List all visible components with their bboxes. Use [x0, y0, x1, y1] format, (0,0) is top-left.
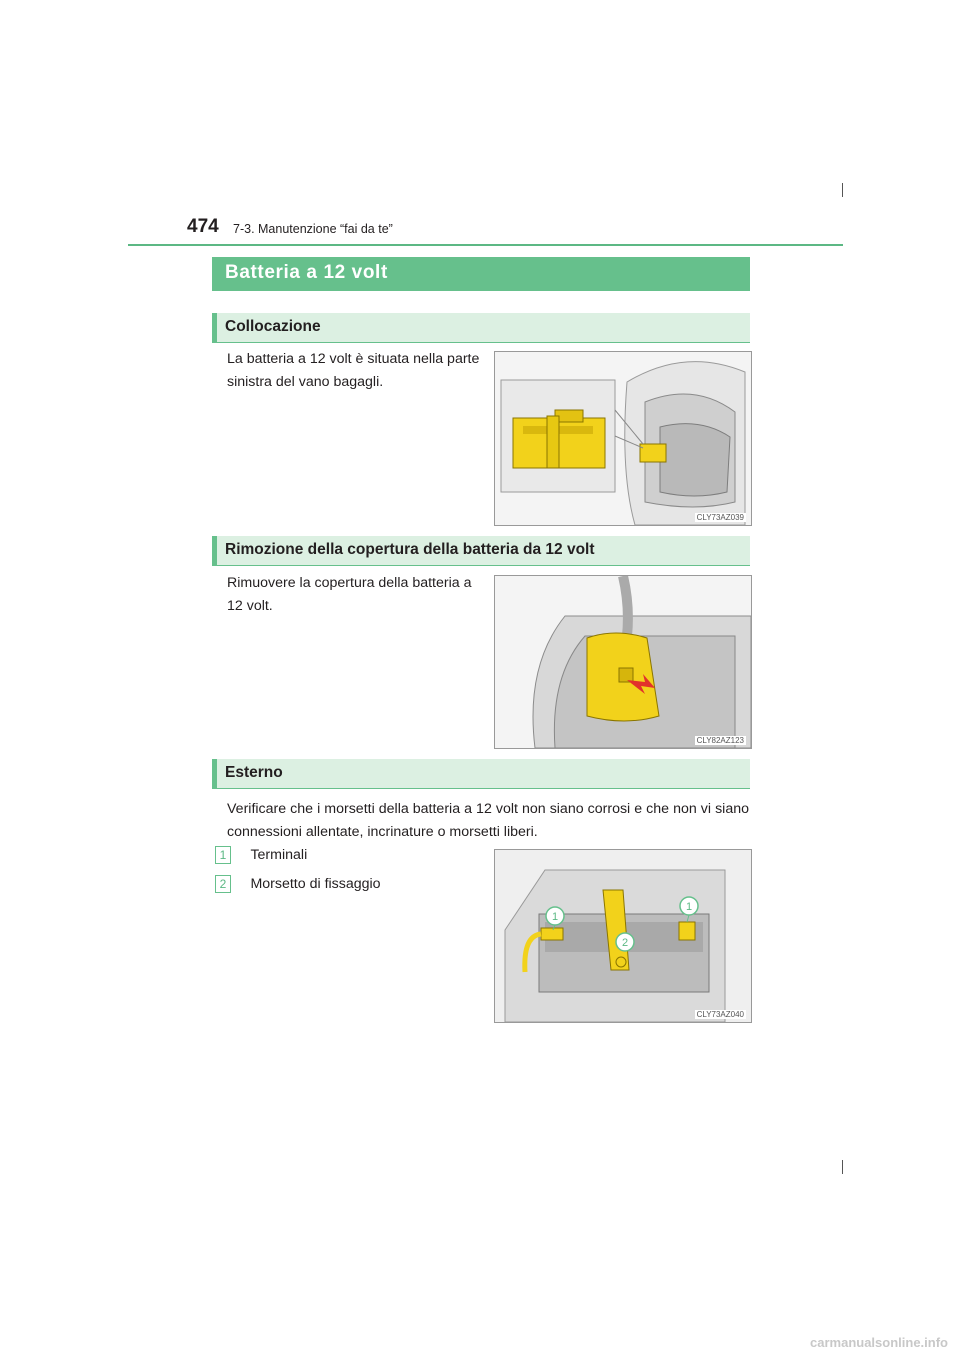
cover-removal-figure: [494, 575, 752, 749]
page-number: 474: [187, 216, 219, 237]
callout-1-left: 1: [551, 911, 559, 923]
rimozione-text: Rimuovere la copertura della batteria a 12 volt.: [227, 575, 472, 614]
section-banner: [212, 257, 750, 291]
running-head: 7-3. Manutenzione “fai da te”: [233, 222, 393, 236]
subhead-title: Collocazione: [225, 318, 321, 335]
subhead-collocazione: [212, 313, 750, 343]
battery-location-figure: [494, 351, 752, 526]
item-number-badge: 1: [215, 846, 231, 864]
subhead-esterno: [212, 759, 750, 789]
collocazione-text: La batteria a 12 volt è situata nella parte sinistra del vano bagagli.: [227, 351, 480, 390]
item-number-badge: 2: [215, 875, 231, 893]
figure-code: CLY73AZ039: [696, 513, 744, 522]
item-2: [215, 875, 381, 893]
item-label: Morsetto di fissaggio: [250, 876, 381, 892]
crop-mark-top: [842, 183, 843, 197]
watermark: carmanualsonline.info: [810, 1335, 948, 1350]
battery-terminals-illustration: [495, 850, 751, 1022]
subhead-title: Esterno: [225, 764, 283, 781]
callout-1-right: 1: [685, 901, 693, 913]
header-rule: [128, 244, 843, 246]
item-label: Terminali: [250, 847, 308, 863]
esterno-text: Verificare che i morsetti della batteria a 12 volt non siano corrosi e che non vi siano connessioni allentate, incrinature o morsetti liberi.: [227, 801, 749, 840]
item-1: [215, 846, 307, 864]
crop-mark-bottom: [842, 1160, 843, 1174]
subhead-title: Rimozione della copertura della batteria da 12 volt: [225, 541, 595, 558]
section-title: Batteria a 12 volt: [225, 262, 388, 283]
subhead-rimozione: [212, 536, 750, 566]
trunk-battery-illustration: [495, 352, 751, 525]
cover-removal-illustration: [495, 576, 751, 748]
battery-terminals-figure: [494, 849, 752, 1023]
callout-2: 2: [621, 937, 629, 949]
figure-code: CLY73AZ040: [696, 1010, 744, 1019]
figure-code: CLY82AZ123: [696, 736, 744, 745]
